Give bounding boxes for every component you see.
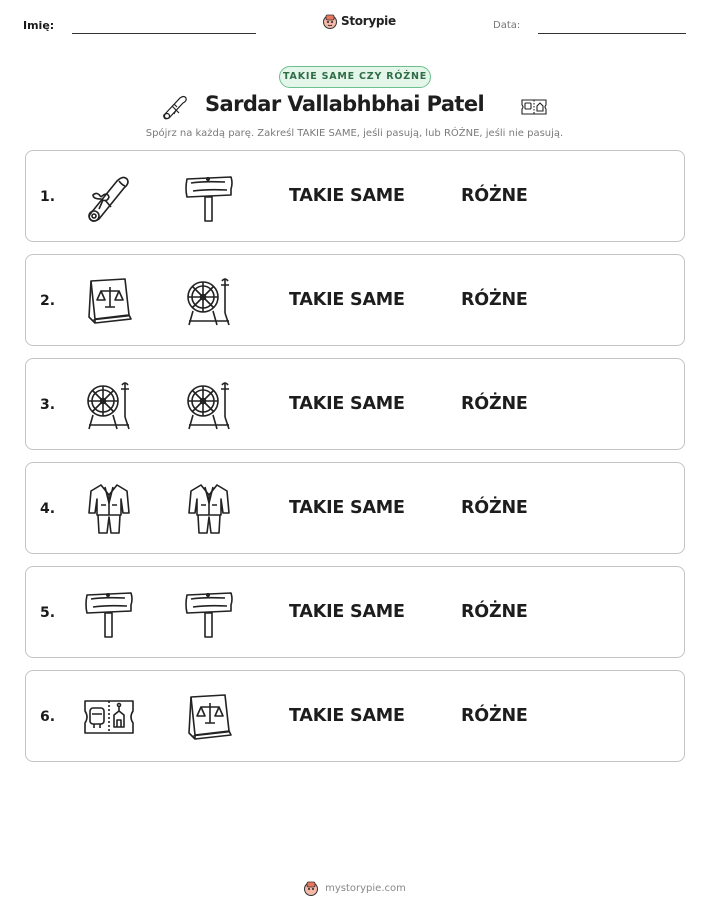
- date-field[interactable]: [538, 33, 686, 34]
- spinning-wheel-icon: [81, 377, 137, 433]
- same-option[interactable]: TAKIE SAME: [289, 602, 405, 622]
- different-option[interactable]: RÓŻNE: [461, 498, 528, 518]
- different-option[interactable]: RÓŻNE: [461, 290, 528, 310]
- row-number: 3.: [40, 397, 56, 413]
- footer-url[interactable]: mystorypie.com: [325, 882, 406, 894]
- different-option[interactable]: RÓŻNE: [461, 602, 528, 622]
- scroll-icon: [81, 169, 137, 225]
- suit-icon: [81, 481, 137, 537]
- same-option[interactable]: TAKIE SAME: [289, 394, 405, 414]
- brand-name: Storypie: [341, 14, 396, 28]
- pair-row-2: [25, 254, 685, 346]
- pairs-list: [25, 150, 685, 774]
- signpost-icon: [181, 169, 237, 225]
- spinning-wheel-icon: [181, 273, 237, 329]
- same-option[interactable]: TAKIE SAME: [289, 290, 405, 310]
- row-number: 2.: [40, 293, 56, 309]
- scroll-icon: [160, 92, 190, 120]
- spinning-wheel-icon: [181, 377, 237, 433]
- pair-row-5: [25, 566, 685, 658]
- same-option[interactable]: TAKIE SAME: [289, 706, 405, 726]
- name-label: Imię:: [23, 19, 55, 32]
- name-field[interactable]: [72, 33, 256, 34]
- row-number: 6.: [40, 709, 56, 725]
- ticket-icon: [81, 689, 137, 745]
- signpost-icon: [81, 585, 137, 641]
- instructions: Spójrz na każdą parę. Zakreśl TAKIE SAME, jeśli pasują, lub RÓŻNE, jeśli nie pasują.: [145, 128, 564, 139]
- pair-row-3: [25, 358, 685, 450]
- signpost-icon: [181, 585, 237, 641]
- row-number: 4.: [40, 501, 56, 517]
- brand: [322, 13, 396, 29]
- ticket-icon: [519, 95, 549, 119]
- pair-row-1: [25, 150, 685, 242]
- storypie-logo-icon: [303, 880, 319, 896]
- law-book-icon: [181, 689, 237, 745]
- same-option[interactable]: TAKIE SAME: [289, 186, 405, 206]
- footer: [0, 880, 709, 896]
- page-title: Sardar Vallabhbhai Patel: [205, 92, 485, 116]
- pair-row-4: [25, 462, 685, 554]
- storypie-logo-icon: [322, 13, 338, 29]
- row-number: 5.: [40, 605, 56, 621]
- row-number: 1.: [40, 189, 56, 205]
- header: [0, 0, 709, 50]
- same-option[interactable]: TAKIE SAME: [289, 498, 405, 518]
- different-option[interactable]: RÓŻNE: [461, 706, 528, 726]
- different-option[interactable]: RÓŻNE: [461, 186, 528, 206]
- date-label: Data:: [493, 20, 521, 31]
- suit-icon: [181, 481, 237, 537]
- title-row: [0, 92, 709, 122]
- law-book-icon: [81, 273, 137, 329]
- different-option[interactable]: RÓŻNE: [461, 394, 528, 414]
- pair-row-6: [25, 670, 685, 762]
- worksheet-type-badge: TAKIE SAME CZY RÓŻNE: [279, 66, 431, 88]
